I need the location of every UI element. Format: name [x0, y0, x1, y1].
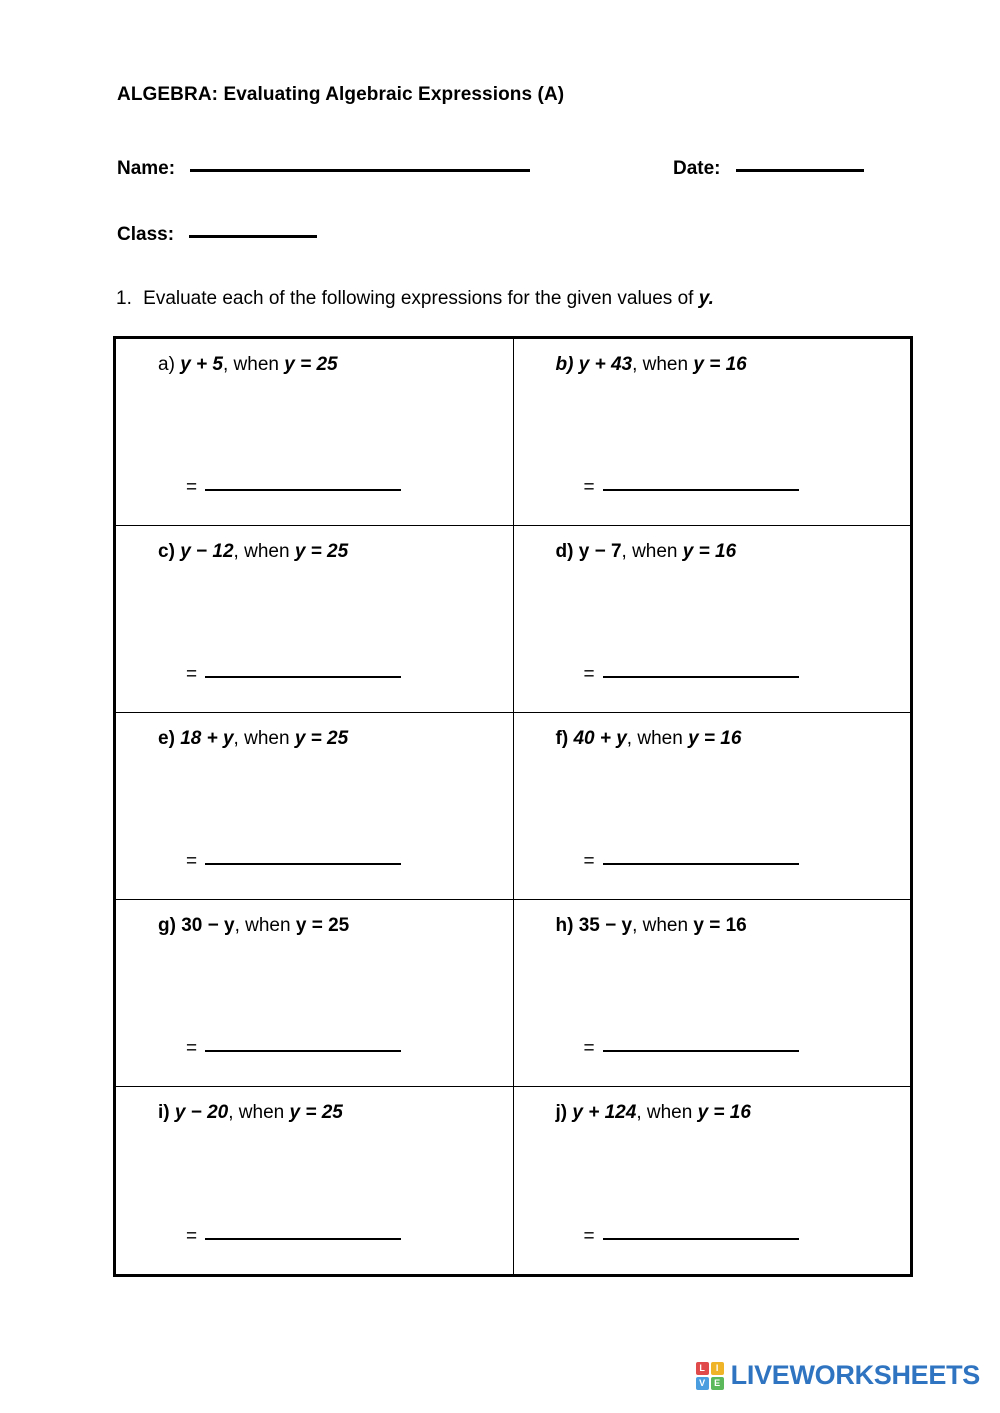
question-expression-c: y − 12 [180, 541, 234, 562]
table-row [116, 1087, 911, 1275]
answer-blank-d[interactable] [603, 664, 799, 678]
question-cell-h [513, 900, 911, 1087]
question-cell-d [513, 526, 911, 713]
question-when-i: , when [228, 1102, 285, 1123]
answer-area-b [584, 477, 799, 499]
table-row [116, 526, 911, 713]
question-text-d [514, 526, 911, 564]
question-cell-a [116, 339, 514, 526]
answer-area-c [186, 664, 401, 686]
question-value-e: y = 25 [294, 728, 349, 749]
question-cell-b [513, 339, 911, 526]
equals-sign-e: = [186, 851, 198, 872]
question-expression-j: y + 124 [572, 1102, 637, 1123]
question-expression-f: 40 + y [573, 728, 627, 749]
question-value-c: y = 25 [294, 541, 349, 562]
answer-area-f [584, 851, 799, 873]
question-value-d: y = 16 [682, 541, 737, 562]
question-value-a: y = 25 [284, 354, 338, 375]
equals-sign-f: = [583, 851, 595, 872]
question-label-j: j) [555, 1102, 568, 1123]
answer-blank-f[interactable] [603, 851, 799, 865]
question-cell-j [513, 1087, 911, 1275]
logo-square-i: I [711, 1362, 724, 1375]
question-label-h: h) [555, 915, 574, 936]
question-text-g [116, 900, 513, 938]
question-cell-e [116, 713, 514, 900]
date-label: Date: [673, 158, 721, 179]
instruction-text: Evaluate each of the following expressions for the given values of [143, 288, 694, 309]
question-expression-e: 18 + y [180, 728, 234, 749]
answer-blank-g[interactable] [205, 1038, 401, 1052]
answer-area-i [186, 1226, 401, 1248]
table-row [116, 339, 911, 526]
table-row [116, 713, 911, 900]
instruction-variable: y. [698, 288, 714, 309]
question-expression-h: 35 − y [578, 915, 633, 936]
question-text-e [116, 713, 513, 751]
name-field-row [117, 155, 530, 180]
date-input-blank[interactable] [736, 155, 864, 172]
question-when-e: , when [233, 728, 290, 749]
logo-square-e: E [711, 1377, 724, 1390]
equals-sign-c: = [186, 664, 198, 685]
instruction-line [116, 288, 714, 310]
liveworksheets-icon [696, 1362, 724, 1390]
equals-sign-h: = [583, 1038, 595, 1059]
question-text-j [514, 1087, 911, 1125]
question-value-g: y = 25 [295, 915, 350, 936]
question-label-b: b) [555, 354, 574, 375]
question-expression-i: y − 20 [174, 1102, 229, 1123]
equals-sign-j: = [583, 1226, 595, 1247]
answer-blank-c[interactable] [205, 664, 401, 678]
question-text-c [116, 526, 513, 564]
answer-blank-j[interactable] [603, 1226, 799, 1240]
answer-blank-h[interactable] [603, 1038, 799, 1052]
answer-blank-b[interactable] [603, 477, 799, 491]
question-text-a [116, 339, 513, 377]
question-when-h: , when [632, 915, 689, 936]
question-expression-b: y + 43 [578, 354, 633, 375]
question-text-f [514, 713, 911, 751]
question-expression-g: 30 − y [181, 915, 235, 936]
question-label-d: d) [555, 541, 574, 562]
question-text-b [514, 339, 911, 377]
question-cell-g [116, 900, 514, 1087]
liveworksheets-wordmark: LIVEWORKSHEETS [730, 1360, 980, 1390]
question-cell-i [116, 1087, 514, 1275]
question-when-d: , when [621, 541, 678, 562]
class-field-row [117, 221, 317, 246]
question-value-i: y = 25 [289, 1102, 343, 1123]
answer-area-d [584, 664, 799, 686]
question-label-c: c) [158, 541, 175, 562]
answer-area-a [186, 477, 401, 499]
question-when-a: , when [222, 354, 279, 375]
equals-sign-d: = [583, 664, 595, 685]
table-row [116, 900, 911, 1087]
question-value-b: y = 16 [693, 354, 747, 375]
logo-square-v: V [696, 1377, 709, 1390]
date-field-row [673, 155, 864, 180]
page-title: ALGEBRA: Evaluating Algebraic Expressions (A) [117, 84, 565, 105]
question-cell-f [513, 713, 911, 900]
question-label-i: i) [158, 1102, 170, 1123]
questions-grid [113, 336, 913, 1277]
question-when-j: , when [636, 1102, 693, 1123]
answer-area-j [584, 1226, 799, 1248]
answer-blank-e[interactable] [205, 851, 401, 865]
logo-square-l: L [696, 1362, 709, 1375]
question-value-h: y = 16 [693, 915, 747, 936]
equals-sign-i: = [186, 1226, 198, 1247]
question-value-j: y = 16 [697, 1102, 751, 1123]
equals-sign-g: = [186, 1038, 198, 1059]
answer-area-g [186, 1038, 401, 1060]
question-when-g: , when [234, 915, 291, 936]
equals-sign-b: = [583, 477, 595, 498]
question-label-a: a) [158, 354, 175, 375]
answer-blank-i[interactable] [205, 1226, 401, 1240]
answer-area-e [186, 851, 401, 873]
class-label: Class: [117, 224, 175, 245]
question-when-b: , when [632, 354, 689, 375]
question-when-c: , when [233, 541, 290, 562]
answer-blank-a[interactable] [205, 477, 401, 491]
instruction-number: 1. [116, 288, 132, 309]
question-cell-c [116, 526, 514, 713]
question-expression-a: y + 5 [180, 354, 223, 375]
question-value-f: y = 16 [688, 728, 742, 749]
question-when-f: , when [626, 728, 683, 749]
question-text-i [116, 1087, 513, 1125]
question-label-e: e) [158, 728, 175, 749]
class-input-blank[interactable] [189, 221, 317, 238]
name-label: Name: [117, 158, 176, 179]
question-label-f: f) [555, 728, 569, 749]
question-label-g: g) [158, 915, 176, 936]
equals-sign-a: = [186, 477, 198, 498]
question-text-h [514, 900, 911, 938]
question-expression-d: y − 7 [578, 541, 622, 562]
name-input-blank[interactable] [190, 155, 530, 172]
answer-area-h [584, 1038, 799, 1060]
liveworksheets-logo[interactable] [696, 1360, 980, 1391]
